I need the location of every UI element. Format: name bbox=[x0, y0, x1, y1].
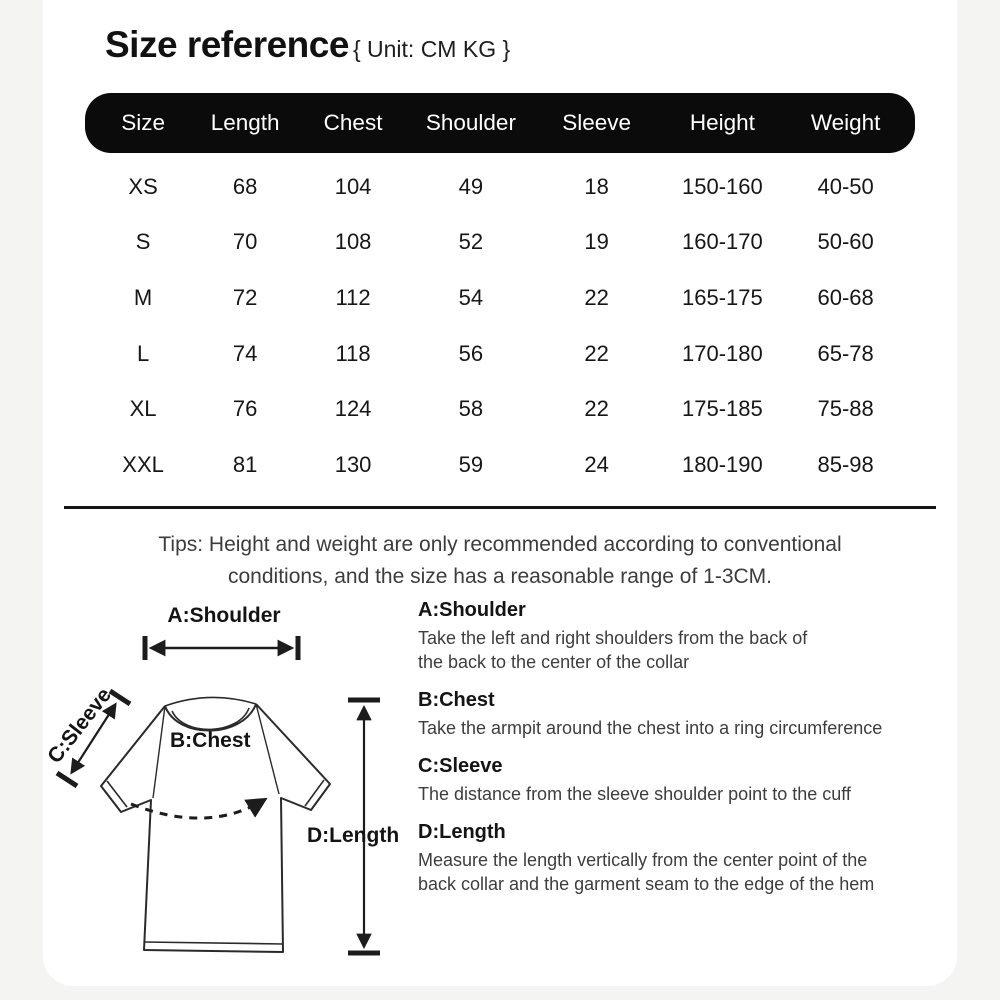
guide-description-line: Measure the length vertically from the center point of the bbox=[418, 850, 868, 870]
table-cell: 85-98 bbox=[817, 451, 874, 477]
tips-line-2: conditions, and the size has a reasonable range of 1-3CM. bbox=[227, 565, 772, 588]
table-cell: 18 bbox=[584, 173, 609, 199]
guide-description-line: The distance from the sleeve shoulder point to the cuff bbox=[418, 784, 851, 804]
table-cell: 170-180 bbox=[682, 340, 763, 366]
guide-description bbox=[418, 782, 954, 806]
table-cell: 165-175 bbox=[682, 284, 763, 310]
tshirt-diagram bbox=[43, 588, 418, 980]
diagram-shoulder-label: A:Shoulder bbox=[167, 604, 281, 627]
table-cell: 108 bbox=[334, 229, 372, 255]
size-chart-card bbox=[43, 0, 957, 986]
table-row bbox=[85, 215, 915, 271]
table-row bbox=[85, 437, 915, 493]
table-cell: M bbox=[133, 284, 153, 310]
tips-text bbox=[43, 529, 957, 593]
table-header-cell: Shoulder bbox=[425, 110, 516, 135]
guide-block bbox=[418, 754, 954, 806]
table-row bbox=[85, 381, 915, 437]
table-row bbox=[85, 159, 915, 215]
guide-description-line: the back to the center of the collar bbox=[418, 652, 690, 672]
guide-description bbox=[418, 716, 954, 740]
table-row bbox=[85, 270, 915, 326]
table-header-cell: Weight bbox=[810, 110, 881, 135]
diagram-length-label: D:Length bbox=[307, 824, 400, 847]
guide-heading: A:Shoulder bbox=[418, 599, 526, 621]
table-cell: 76 bbox=[232, 396, 258, 422]
table-row bbox=[85, 326, 915, 382]
page-title bbox=[105, 24, 510, 66]
table-header-cell: Sleeve bbox=[562, 110, 632, 135]
diagram-sleeve-label: C:Sleeve bbox=[43, 683, 116, 768]
table-cell: 175-185 bbox=[682, 396, 763, 422]
table-cell: 65-78 bbox=[817, 340, 874, 366]
diagram-chest-label: B:Chest bbox=[170, 729, 251, 752]
measurement-guide bbox=[418, 598, 954, 910]
table-cell: XXL bbox=[122, 451, 164, 477]
table-cell: XL bbox=[129, 396, 157, 422]
guide-description-line: Take the left and right shoulders from the back of bbox=[418, 628, 808, 648]
guide-description-line: Take the armpit around the chest into a ring circumference bbox=[418, 718, 883, 738]
table-header-cell: Length bbox=[210, 110, 280, 135]
table-cell: 112 bbox=[335, 284, 371, 310]
table-cell: 72 bbox=[232, 284, 258, 310]
guide-heading: C:Sleeve bbox=[418, 755, 503, 777]
table-cell: 130 bbox=[334, 451, 372, 477]
unit-label: { Unit: CM KG } bbox=[352, 36, 511, 62]
table-cell: L bbox=[136, 340, 150, 366]
shoulder-arrow bbox=[145, 636, 298, 660]
table-cell: 124 bbox=[334, 396, 372, 422]
table-cell: 75-88 bbox=[817, 396, 874, 422]
guide-heading: D:Length bbox=[418, 821, 506, 843]
table-cell: 118 bbox=[335, 340, 371, 366]
table-cell: 19 bbox=[584, 229, 609, 255]
table-cell: 49 bbox=[458, 173, 484, 199]
table-cell: 56 bbox=[458, 340, 484, 366]
table-cell: 22 bbox=[584, 340, 609, 366]
table-cell: 104 bbox=[334, 173, 372, 199]
table-cell: 52 bbox=[458, 229, 484, 255]
table-cell: 24 bbox=[584, 451, 609, 477]
table-cell: 160-170 bbox=[682, 229, 763, 255]
guide-description bbox=[418, 848, 954, 896]
guide-block bbox=[418, 598, 954, 674]
table-cell: 81 bbox=[232, 451, 258, 477]
table-cell: 60-68 bbox=[817, 284, 874, 310]
divider-line bbox=[64, 506, 936, 509]
table-cell: 68 bbox=[232, 173, 258, 199]
guide-block bbox=[418, 688, 954, 740]
table-header-cell: Chest bbox=[323, 110, 383, 135]
table-cell: 58 bbox=[458, 396, 484, 422]
table-cell: 70 bbox=[232, 229, 258, 255]
table-header-cell: Height bbox=[689, 110, 755, 135]
size-table-body bbox=[85, 159, 915, 493]
table-cell: 22 bbox=[584, 396, 609, 422]
guide-heading: B:Chest bbox=[418, 689, 495, 711]
size-table-header bbox=[85, 93, 915, 153]
guide-description bbox=[418, 626, 954, 674]
table-cell: 180-190 bbox=[682, 451, 763, 477]
table-header-cell: Size bbox=[121, 110, 165, 135]
table-cell: 40-50 bbox=[817, 173, 874, 199]
table-cell: XS bbox=[128, 173, 158, 199]
table-cell: S bbox=[135, 229, 151, 255]
table-cell: 50-60 bbox=[817, 229, 874, 255]
guide-block bbox=[418, 820, 954, 896]
guide-description-line: back collar and the garment seam to the edge of the hem bbox=[418, 874, 875, 894]
table-cell: 22 bbox=[584, 284, 609, 310]
table-cell: 150-160 bbox=[682, 173, 763, 199]
table-cell: 74 bbox=[232, 340, 258, 366]
tips-line-1: Tips: Height and weight are only recommended according to conventional bbox=[158, 533, 842, 556]
title-text: Size reference bbox=[105, 24, 349, 65]
table-cell: 59 bbox=[458, 451, 484, 477]
table-cell: 54 bbox=[458, 284, 484, 310]
